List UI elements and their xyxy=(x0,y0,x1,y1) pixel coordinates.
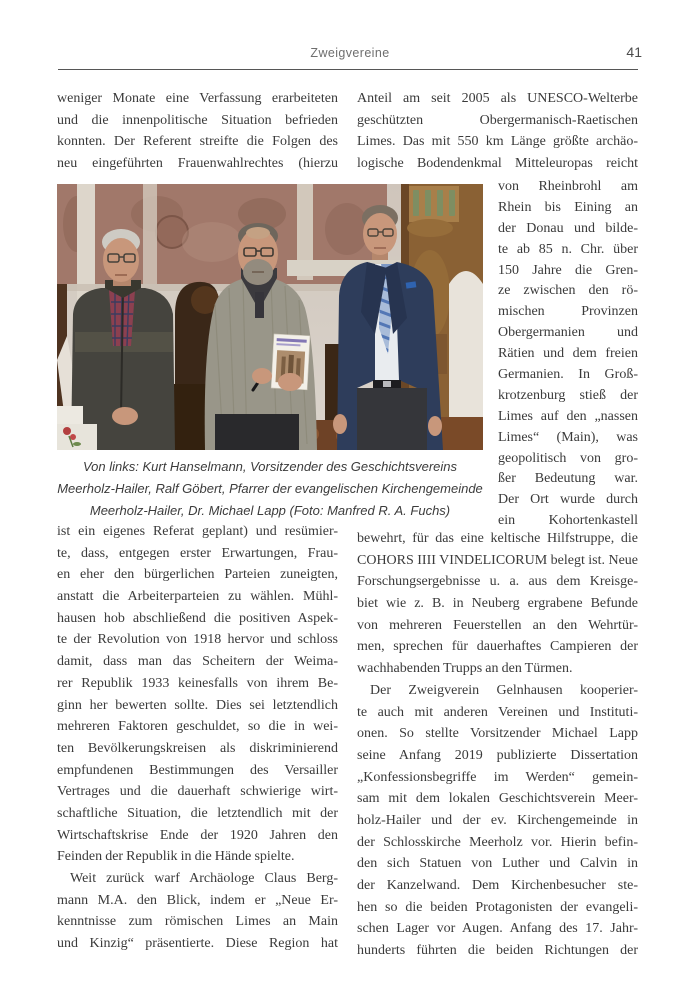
body-text-line: den sich Statuen von Luther und Calvin in xyxy=(357,856,638,872)
suit-trousers xyxy=(357,388,427,450)
article-photo xyxy=(57,184,483,450)
photo-illustration xyxy=(57,184,483,450)
body-text-line: von Rheinbrohl am xyxy=(498,179,638,194)
body-text-line: Der Ort wurde durch xyxy=(498,492,638,508)
body-text-line: konnten. Der Referent streifte die Folgen des xyxy=(57,134,338,150)
body-text-line: men, sprechen für dauerhaftes Campieren der xyxy=(357,639,638,655)
body-text-line: anstatt die Arbeiterparteien zu wählen. Mühl- xyxy=(57,589,338,605)
body-text-line: geschützten Obergermanisch-Raetischen xyxy=(357,112,638,128)
photo-caption-line: Von links: Kurt Hanselmann, Vorsitzender des Geschichtsvereins xyxy=(82,459,458,474)
body-text-line: kenntnisse zum römischen Limes an Main xyxy=(57,914,338,930)
header-rule xyxy=(58,69,638,70)
body-text-line: krotzenburg stieß der xyxy=(498,387,638,403)
body-text-line: Wirtschaftskrise Ende der 1920 Jahren den xyxy=(57,827,338,843)
embroidered-flower xyxy=(63,427,71,435)
body-text-line: „Konfessionsbegriffe im Werden“ gemein- xyxy=(357,769,638,785)
body-text-line: te auch mit anderen Vereinen und Instituti- xyxy=(357,704,638,720)
body-text-line: Anteil am seit 2005 als UNESCO-Welterbe xyxy=(357,91,638,106)
body-text-line: von mehreren Feuerstellen an den Wehrtür- xyxy=(357,617,638,633)
body-text-line: geopolitisch von gro- xyxy=(498,450,638,466)
photo-caption xyxy=(57,456,483,521)
body-text-line: Limes auf den „nassen xyxy=(498,408,638,424)
body-text-line: hunderts führten die beiden Richtungen der xyxy=(357,943,638,959)
body-text-line: logische Bodendenkmal Mitteleuropas reicht xyxy=(357,156,638,172)
body-text-line: weniger Monate eine Verfassung erarbeiteten xyxy=(57,91,338,106)
body-text-line: Feinden der Republik in die Hände spielte. xyxy=(57,849,295,865)
black-trousers xyxy=(215,414,299,450)
body-text-line: en eher den bürgerlichen Parteien zuneigten, xyxy=(57,567,338,583)
body-text-line: Weit zurück warf Archäologe Claus Berg- xyxy=(70,871,338,886)
body-text-line: Rhein bis Eining an xyxy=(498,199,638,215)
section-title: Zweigvereine xyxy=(310,46,390,60)
body-text-line: Vertrages und die dauerhaft schwierige wirt- xyxy=(57,784,338,800)
body-text-line: damit, dass man das Scheitern der Weima- xyxy=(57,654,338,670)
body-text-line: schaftliche Situation, die letztendlich mit der xyxy=(57,805,338,821)
body-text-line: te, dass, entgegen erster Erwartungen, Frau- xyxy=(57,545,338,561)
page-number: 41 xyxy=(626,44,642,60)
body-text-line: ze zwischen den rö- xyxy=(498,283,638,299)
body-text-line: Germanien. In Groß- xyxy=(498,367,638,383)
body-text-line: rer Republik 1933 keinesfalls von ihrem Be- xyxy=(57,675,338,691)
clasped-hands xyxy=(112,407,138,425)
body-text-line: ginn her bewerten sollte. Dies sei letztendlich xyxy=(57,697,338,713)
photo-caption-line: Meerholz-Hailer, Ralf Göbert, Pfarrer der evangelischen Kirchengemeinde xyxy=(57,480,483,496)
left-column-top-paragraph xyxy=(57,88,338,175)
body-text-line: der Schlosskirche Meerholz vor. Hierin befin- xyxy=(357,834,638,850)
body-text-line: mann M.A. den Blick, indem er „Neue Er- xyxy=(57,892,338,908)
body-text-line: ist ein eigenes Referat geplant) und resümier- xyxy=(57,524,338,539)
body-text-line: 150 Jahre die Gren- xyxy=(498,262,638,278)
right-column-narrow-text xyxy=(498,177,638,532)
body-text-line: seine Anfang 2019 publizierte Dissertation xyxy=(357,747,638,763)
body-text-line: te der Revolution von 1918 hervor und schloss xyxy=(57,632,338,648)
body-text-line: ein Kohortenkastell xyxy=(498,513,638,529)
body-text-line: holz-Hailer und der ev. Kirchengemeinde in xyxy=(357,812,638,828)
body-text-line: Der Zweigverein Gelnhausen kooperier- xyxy=(370,682,638,698)
body-text-line: mehreren Faktoren geschuldet, so die in wei- xyxy=(57,719,338,735)
body-text-line: mischen Provinzen xyxy=(498,304,638,320)
body-text-line: biet wie z. B. in Neuberg ergrabene Befunde xyxy=(357,596,638,612)
body-text-line: der Donau und bilde- xyxy=(498,220,638,236)
body-text-line: Obergermanien und xyxy=(498,325,638,341)
body-text-line: ßer Bedeutung war. xyxy=(498,471,638,487)
right-column-text xyxy=(357,528,638,962)
body-text-line: empfundenen Bestimmungen des Versailler xyxy=(57,762,338,778)
body-text-line: COHORS IIII VINDELICORUM belegt ist. Neue xyxy=(357,552,638,568)
body-text-line: schen Lager vor Augen. Anfang des 17. Jahr- xyxy=(357,921,638,937)
body-text-line: der Kanzelwand. Dem Kirchenbesucher ste- xyxy=(357,878,638,893)
body-text-line: hen so die beiden Protagonisten der evangeli- xyxy=(357,899,638,915)
left-column-text xyxy=(57,521,338,955)
body-text-line: und Kinzig“ präsentierte. Diese Region hat xyxy=(57,936,338,952)
body-text-line: sam mit dem lokalen Geschichtsverein Meer- xyxy=(357,791,638,807)
body-text-line: Forschungsergebnisse u. a. aus dem Kreisge- xyxy=(357,574,638,590)
body-text-line: wachhabenden Trupps an den Türmen. xyxy=(357,661,573,677)
body-text-line: Limes“ (Main), was xyxy=(498,429,638,445)
body-text-line: neu eingeführten Frauenwahlrechtes (hierzu xyxy=(57,156,338,172)
body-text-line: hausen hob abschließend die positiven Aspek- xyxy=(57,610,338,626)
body-text-line: Limes. Das mit 550 km Länge größte archäo- xyxy=(357,134,638,150)
body-text-line: ten Bevölkerungskreisen als diskriminierend xyxy=(57,740,338,756)
body-text-line: bewehrt, für das eine keltische Hilfstruppe, die xyxy=(357,531,638,546)
body-text-line: Rätien und dem freien xyxy=(498,346,638,362)
body-text-line: onen. So stellte Vorsitzender Michael Lapp xyxy=(357,726,638,742)
photo-caption-line: Meerholz-Hailer, Dr. Michael Lapp (Foto: Manfred R. A. Fuchs) xyxy=(89,502,451,518)
body-text-line: te ab 85 n. Chr. über xyxy=(498,241,638,257)
bald-crown xyxy=(246,227,270,239)
body-text-line: und die innenpolitische Situation befrieden xyxy=(57,112,338,128)
right-column-top-paragraph xyxy=(357,88,638,175)
